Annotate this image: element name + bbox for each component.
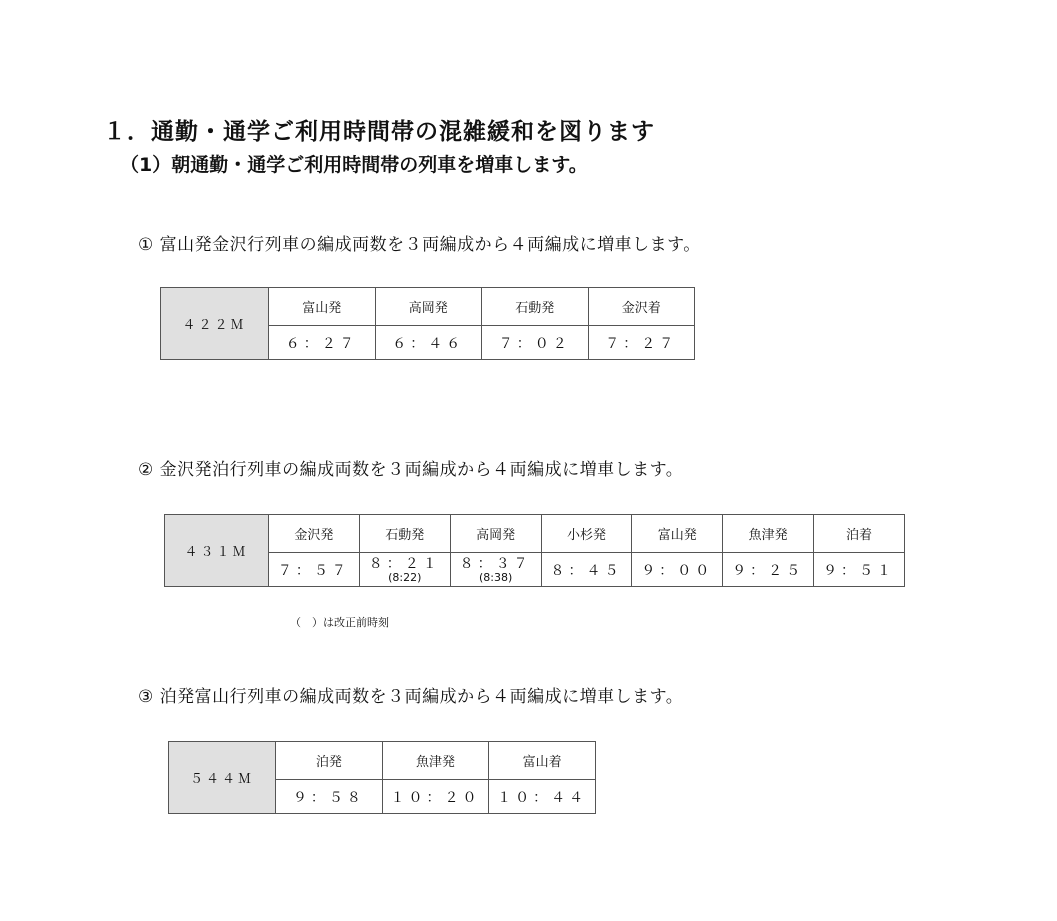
- time-value: ８：２１: [368, 555, 441, 572]
- station-cell: 石動発: [359, 515, 450, 553]
- time-cell: ７：０２: [482, 326, 589, 360]
- station-cell: 小杉発: [541, 515, 632, 553]
- time-cell: ７：５７: [269, 553, 360, 587]
- footnote: （ ）は改正前時刻: [290, 616, 389, 629]
- time-cell: ６：４６: [375, 326, 482, 360]
- subsection-heading: （1）朝通勤・通学ご利用時間帯の列車を増車します。: [120, 154, 588, 176]
- station-row: [169, 742, 596, 780]
- item-3-text: ③ 泊発富山行列車の編成両数を３両編成から４両編成に増車します。: [138, 687, 684, 707]
- item-1-text: ① 富山発金沢行列車の編成両数を３両編成から４両編成に増車します。: [138, 235, 701, 255]
- station-cell: 魚津発: [723, 515, 814, 553]
- timetable-431m: [164, 514, 905, 587]
- time-cell: [450, 553, 541, 587]
- train-number: ４３１Ｍ: [165, 515, 269, 587]
- time-cell: ８：４５: [541, 553, 632, 587]
- station-cell: 高岡発: [375, 288, 482, 326]
- previous-time: (8:22): [388, 570, 422, 584]
- time-value: ８：３７: [459, 555, 532, 572]
- station-cell: 富山着: [489, 742, 596, 780]
- time-cell: １０：４４: [489, 780, 596, 814]
- station-cell: 泊着: [814, 515, 905, 553]
- previous-time: (8:38): [478, 570, 513, 584]
- timetable-544m: [168, 741, 596, 814]
- station-cell: 金沢発: [269, 515, 360, 553]
- time-cell: ９：５１: [814, 553, 905, 587]
- time-cell: ９：２５: [723, 553, 814, 587]
- item-2-text: ② 金沢発泊行列車の編成両数を３両編成から４両編成に増車します。: [138, 460, 684, 480]
- time-cell: ９：５８: [276, 780, 383, 814]
- section-heading: １．通勤・通学ご利用時間帯の混雑緩和を図ります: [103, 119, 655, 145]
- station-cell: 泊発: [276, 742, 383, 780]
- station-cell: 富山発: [632, 515, 723, 553]
- station-row: [165, 515, 905, 553]
- time-cell: ６：２７: [269, 326, 376, 360]
- station-cell: 石動発: [482, 288, 589, 326]
- timetable-422m: [160, 287, 695, 360]
- station-row: [161, 288, 695, 326]
- time-row: [165, 553, 905, 587]
- time-cell: ７：２７: [588, 326, 695, 360]
- time-cell: ９：００: [632, 553, 723, 587]
- station-cell: 魚津発: [382, 742, 489, 780]
- train-number: ５４４Ｍ: [169, 742, 276, 814]
- time-cell: [359, 553, 450, 587]
- station-cell: 富山発: [269, 288, 376, 326]
- train-number: ４２２Ｍ: [161, 288, 269, 360]
- station-cell: 高岡発: [450, 515, 541, 553]
- time-cell: １０：２０: [382, 780, 489, 814]
- station-cell: 金沢着: [588, 288, 695, 326]
